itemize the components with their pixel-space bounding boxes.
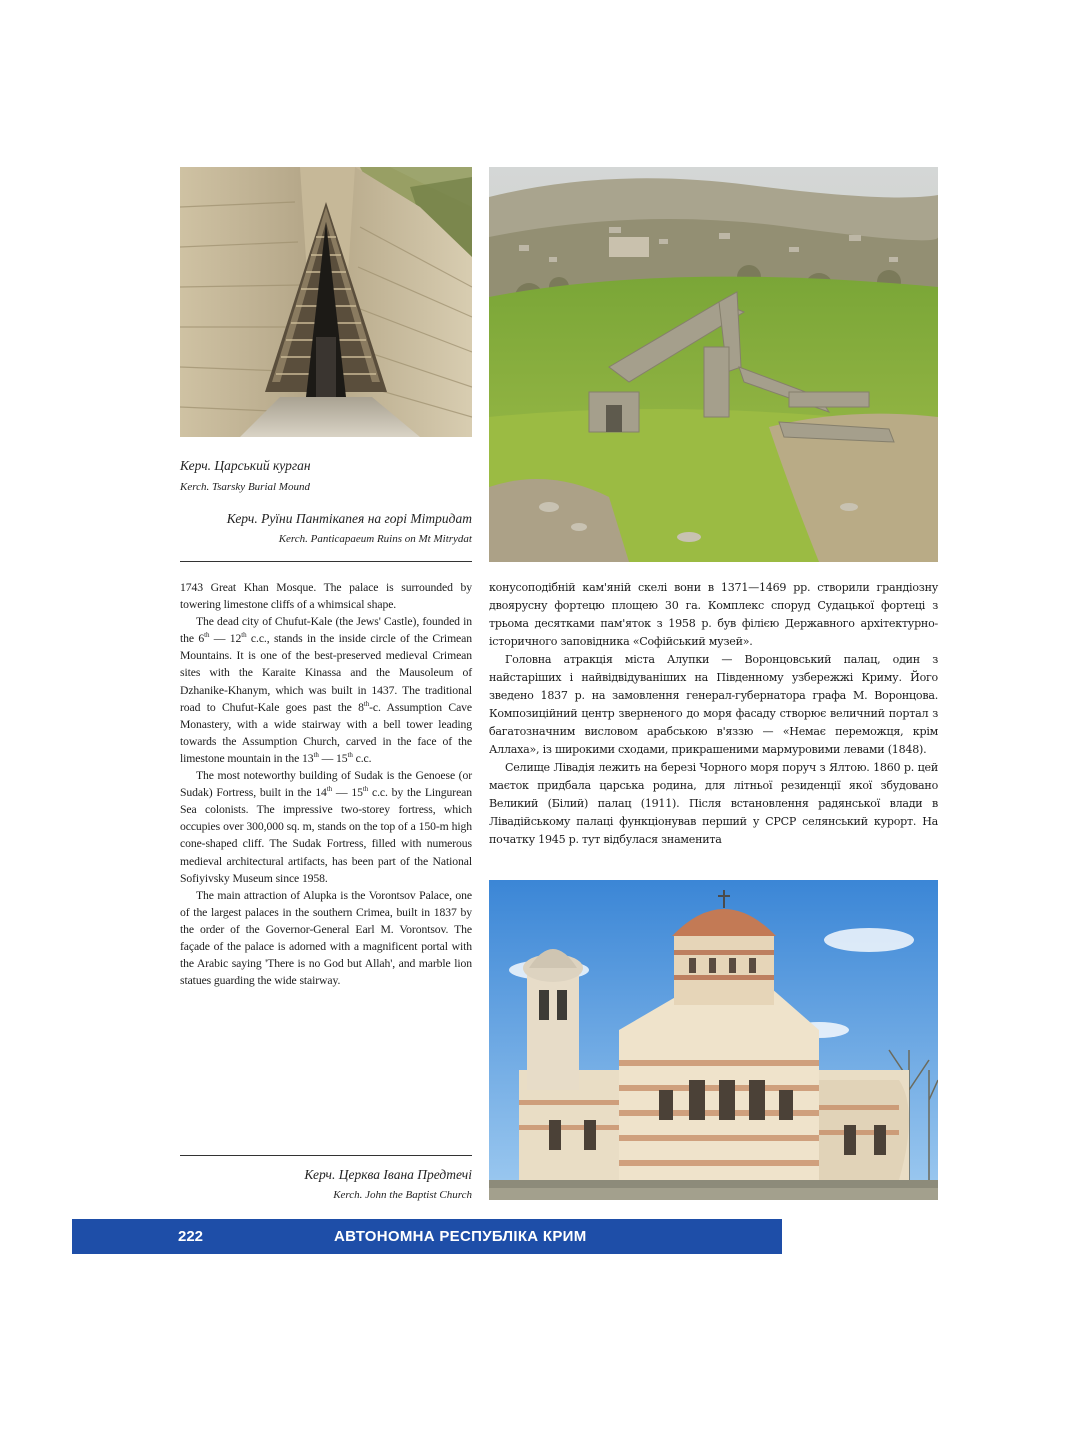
english-paragraph-4: The main attraction of Alupka is the Vorontsov Palace, one of the largest palaces in the southern Crimea, built in 1837 by the order of the Governor-General Earl M. Vorontsov. The façade of the palace is adorned with a magnificent portal with the Arabic saying 'There is no God but Allah', and marble lion statues guarding the wide stairway.	[180, 888, 472, 988]
caption-rule-bottom	[180, 1155, 472, 1156]
photo-panticapaeum-ruins	[489, 167, 938, 562]
english-paragraph-3: The most noteworthy building of Sudak is the Genoese (or Sudak) Fortress, built in the 14th — 15th c.c. by the Lingurean Sea colonists. The impressive two-storey fortress, which occupies over 300,000 sq. m, stands on the top of a 150-m high cone-shaped cliff. The Sudak Fortress, filled with numerous medieval architectural artifacts, has been part of the National Sofiyivsky Museum since 1958.	[180, 769, 472, 885]
caption-rule-top	[180, 561, 472, 562]
english-paragraph-2: The dead city of Chufut-Kale (the Jews' Castle), founded in the 6th — 12th c.c., stands in the inside circle of the Crimean Mountains. It is one of the best-preserved medieval Crimean sites with the Karaite Kinassa and the Mausoleum of Dzhanike-Khanym, which was built in 1437. The traditional road to Chufut-Kale goes past the 8th-c. Assumption Cave Monastery, with a wide stairway with a bell tower leading towards the Assumption Church, carved in the face of the limestone mountain in the 13th — 15th c.c.	[180, 615, 472, 765]
english-paragraph-1: 1743 Great Khan Mosque. The palace is surrounded by towering limestone cliffs of a whimsical shape.	[180, 581, 472, 612]
footer-bar	[72, 1219, 782, 1254]
ukrainian-paragraph-1: конусоподібній кам'яній скелі вони в 1371—1469 рр. створили грандіозну двоярусну фортецю площею 30 га. Комплекс споруд Судацької фортеці з трьома десятками пам'яток з 1958 р. був філією Державного архітектурно-історичного заповідника «Софійський музей».	[489, 581, 938, 648]
photo-john-baptist-church	[489, 880, 938, 1200]
ukrainian-text-column	[489, 579, 938, 849]
page-number: 222	[178, 1228, 204, 1245]
caption-church-ua: Керч. Церква Івана Предтечі	[304, 1167, 472, 1182]
ukrainian-paragraph-2: Головна атракція міста Алупки — Воронцовський палац, один з найстаріших і найвідвідуваніших на Південному узбережжі Криму. Його зведено 1837 р. на замовлення генерал-губернатора графа М. Воронцова. Композиційний центр зверненого до моря фасаду створює величний портал з багатозначним висловом арабською в'яззю — «Немає переможця, крім Аллаха», із широкими сходами, прикрашеними мармуровими левами (1848).	[489, 653, 938, 756]
caption-barrow-ua: Керч. Царський курган	[180, 458, 311, 473]
section-title: АВТОНОМНА РЕСПУБЛІКА КРИМ	[334, 1228, 587, 1245]
ukrainian-paragraph-3: Селище Лівадія лежить на березі Чорного моря поруч з Ялтою. 1860 р. цей маєток придбала царська родина, для літньої резиденції якої збудовано Великий (Білий) палац (1911). Після встановлення радянської влади в Лівадійському палаці функціонував перший у СРСР селянський курорт. На початку 1945 р. тут відбулася знаменита	[489, 761, 938, 846]
photo-tsarsky-burial-mound	[180, 167, 472, 437]
english-text-column	[180, 579, 472, 989]
caption-barrow-en: Kerch. Tsarsky Burial Mound	[180, 481, 310, 493]
caption-ruins-en: Kerch. Panticapaeum Ruins on Mt Mitrydat	[278, 533, 472, 545]
caption-ruins-ua: Керч. Руїни Пантікапея на горі Мітридат	[226, 511, 472, 526]
caption-church-en: Kerch. John the Baptist Church	[333, 1189, 472, 1201]
